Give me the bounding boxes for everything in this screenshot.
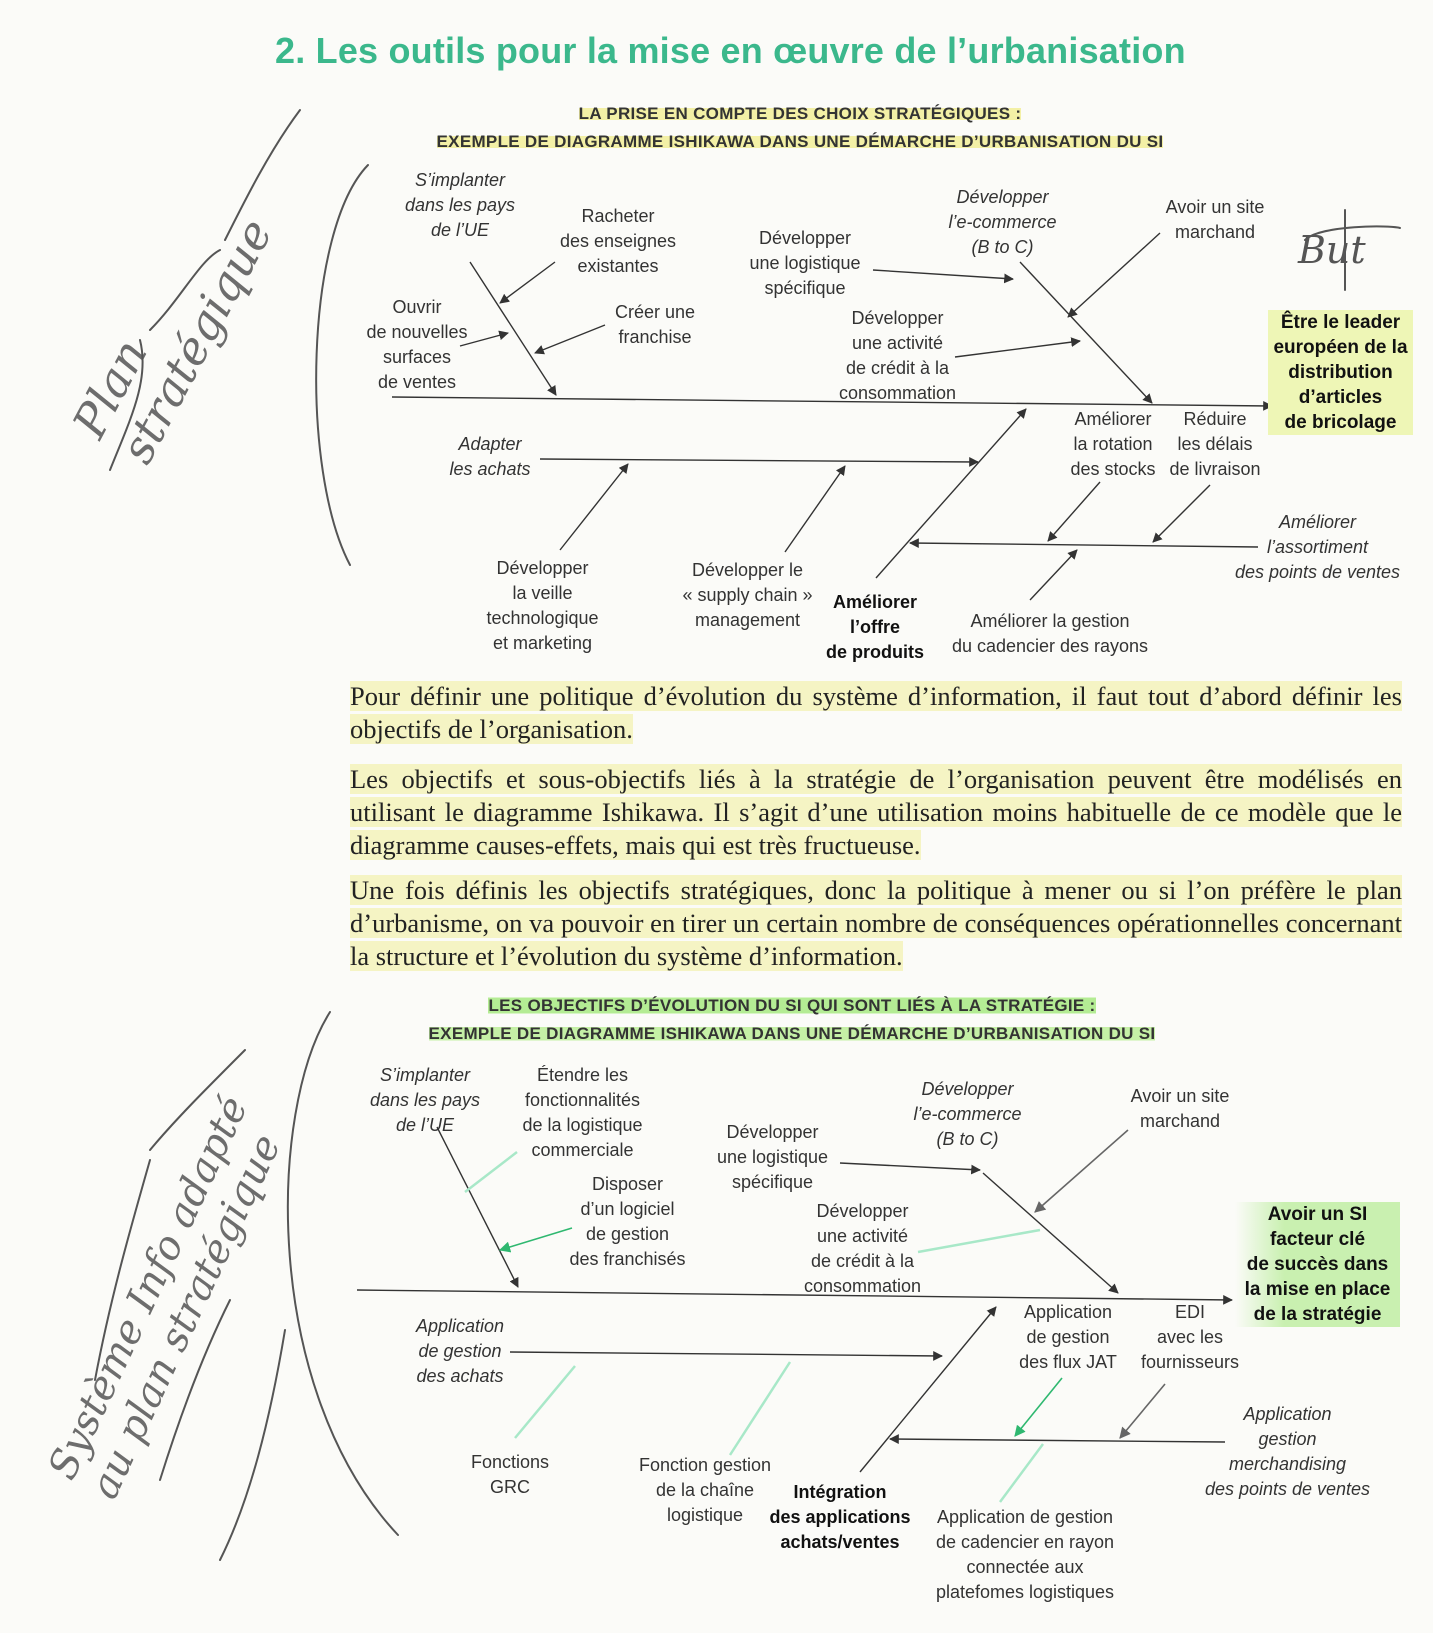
handwritten-but: But xyxy=(1298,228,1366,272)
fig2-arrow-site xyxy=(1035,1130,1128,1212)
handwritten-systeme-info: Système Info adapté au plan stratégique xyxy=(39,1089,291,1506)
paragraph-1-text: Pour définir une politique d’évolution du système d’information, il faut tout d’abord définir les objectifs de l’organisation. xyxy=(350,681,1402,744)
fig1-label-s-implanter: S’implanter dans les pays de l’UE xyxy=(404,170,516,240)
fig1-bone-offre xyxy=(876,409,1026,578)
fig2-bone-integration xyxy=(860,1307,996,1472)
fig2-arrow-logistique xyxy=(840,1163,980,1170)
fig1-arrow-adapter xyxy=(540,459,978,462)
fig1-label-credit: Développer une activité de crédit à la consommation xyxy=(838,308,957,403)
paragraph-2 xyxy=(350,763,1402,862)
fig1-bone-implanter xyxy=(470,262,556,395)
fig1-label-veille: Développer la veille technologique et marketing xyxy=(486,558,599,653)
fig1-label-cadencier: Améliorer la gestion du cadencier des rayons xyxy=(951,611,1149,656)
fig2-pale-chaine xyxy=(730,1362,790,1455)
fig2-label-appli-achats: Application de gestion des achats xyxy=(415,1316,505,1386)
page-title: 2. Les outils pour la mise en œuvre de l’urbanisation xyxy=(275,30,1186,71)
figure1-title-line2: EXEMPLE DE DIAGRAMME ISHIKAWA DANS UNE DÉMARCHE D’URBANISATION DU SI xyxy=(436,132,1164,151)
fig2-label-s-implanter: S’implanter dans les pays de l’UE xyxy=(369,1065,481,1135)
fig2-label-logistique: Développer une logistique spécifique xyxy=(716,1122,829,1192)
fig1-label-delais: Réduire les délais de livraison xyxy=(1169,409,1261,479)
fig2-label-grc: Fonctions GRC xyxy=(470,1452,550,1497)
fig1-label-supply-chain: Développer le « supply chain » management xyxy=(682,560,813,630)
figure2-title xyxy=(392,992,1192,1048)
fig2-bone-ecommerce xyxy=(983,1173,1118,1293)
paragraph-3 xyxy=(350,874,1402,973)
fig2-label-integration: Intégration des applications achats/ventes xyxy=(769,1482,911,1552)
fig2-pale-cadencier xyxy=(1000,1444,1043,1502)
figure2-title-line2: EXEMPLE DE DIAGRAMME ISHIKAWA DANS UNE DÉMARCHE D’URBANISATION DU SI xyxy=(428,1024,1156,1043)
fig2-label-flux-jat: Application de gestion des flux JAT xyxy=(1019,1302,1117,1372)
fig1-label-rotation: Améliorer la rotation des stocks xyxy=(1070,409,1156,479)
fig2-goal: Avoir un SI facteur clé de succès dans la mise en place de la stratégie xyxy=(1235,1202,1400,1327)
fig2-label-chaine: Fonction gestion de la chaîne logistique xyxy=(638,1455,772,1525)
fig2-bone-merchandising xyxy=(890,1439,1225,1442)
fig1-label-franchise: Créer une franchise xyxy=(614,302,696,347)
fig1-label-racheter: Racheter des enseignes existantes xyxy=(559,206,677,276)
figure1-title-line1: LA PRISE EN COMPTE DES CHOIX STRATÉGIQUES : xyxy=(578,104,1022,123)
fig1-label-adapter-achats: Adapter les achats xyxy=(449,434,531,479)
fig1-label-site-marchand: Avoir un site marchand xyxy=(1165,197,1265,242)
fig1-label-assortiment: Améliorer l’assortiment des points de ventes xyxy=(1234,512,1401,582)
fig1-arrow-rotation xyxy=(1048,482,1100,541)
fig1-label-ouvrir: Ouvrir de nouvelles surfaces de ventes xyxy=(366,297,468,392)
fig1-label-logistique: Développer une logistique spécifique xyxy=(749,228,861,298)
fig2-label-cadencier: Application de gestion de cadencier en rayon connectée aux platefomes logistiques xyxy=(935,1507,1115,1602)
fig1-arrow-site xyxy=(1068,233,1160,317)
fig2-label-credit: Développer une activité de crédit à la consommation xyxy=(803,1201,922,1296)
fig1-arrow-racheter xyxy=(500,262,555,303)
paragraph-1 xyxy=(350,680,1402,746)
fig2-label-edi: EDI avec les fournisseurs xyxy=(1140,1302,1240,1372)
fig1-arrow-supply xyxy=(785,466,845,552)
fig1-arrow-franchise xyxy=(535,325,605,353)
fig1-bone-ecommerce xyxy=(1020,262,1152,403)
fig2-label-logiciel: Disposer d’un logiciel de gestion des franchisés xyxy=(569,1174,686,1269)
fig1-label-offre: Améliorer l’offre de produits xyxy=(826,592,924,662)
fig1-arrow-delais xyxy=(1153,485,1210,542)
fig1-arrow-veille xyxy=(560,464,628,550)
fig2-label-merchandising: Application gestion merchandising des points de ventes xyxy=(1204,1404,1371,1499)
fig1-bone-assortiment xyxy=(910,543,1258,547)
fig1-label-ecommerce: Développer l’e-commerce (B to C) xyxy=(948,187,1057,257)
fig2-arrow-achats xyxy=(510,1352,942,1356)
paragraph-2-text: Les objectifs et sous-objectifs liés à la stratégie de l’organisation peuvent être modélisés en utilisant le diagramme Ishikawa. Il s’agit d’une utilisation moins habituelle de ce modèle que le diagramme causes-effets, mais qui est très fructueuse. xyxy=(350,764,1402,860)
fig2-label-etendre: Étendre les fonctionnalités de la logistique commerciale xyxy=(522,1065,643,1160)
fig2-label-ecommerce: Développer l’e-commerce (B to C) xyxy=(913,1079,1022,1149)
fig1-goal: Être le leader européen de la distribution d’articles de bricolage xyxy=(1268,310,1413,435)
fig2-label-site-marchand: Avoir un site marchand xyxy=(1130,1086,1230,1131)
handwritten-plan-strategique: Plan stratégique xyxy=(61,210,283,472)
figure2-title-line1: LES OBJECTIFS D’ÉVOLUTION DU SI QUI SONT LIÉS À LA STRATÉGIE : xyxy=(488,996,1096,1015)
paragraph-3-text: Une fois définis les objectifs stratégiques, donc la politique à mener ou si l’on préfère le plan d’urbanisme, on va pouvoir en tirer un certain nombre de conséquences opérationnelles concernant la structure et l’évolution du système d’information. xyxy=(350,875,1402,971)
fig1-arrow-cadencier xyxy=(1030,550,1077,600)
fig2-arrow-flux xyxy=(1015,1378,1062,1436)
fig1-arrow-logistique xyxy=(873,270,1013,279)
fig2-arrow-edi xyxy=(1120,1384,1165,1438)
